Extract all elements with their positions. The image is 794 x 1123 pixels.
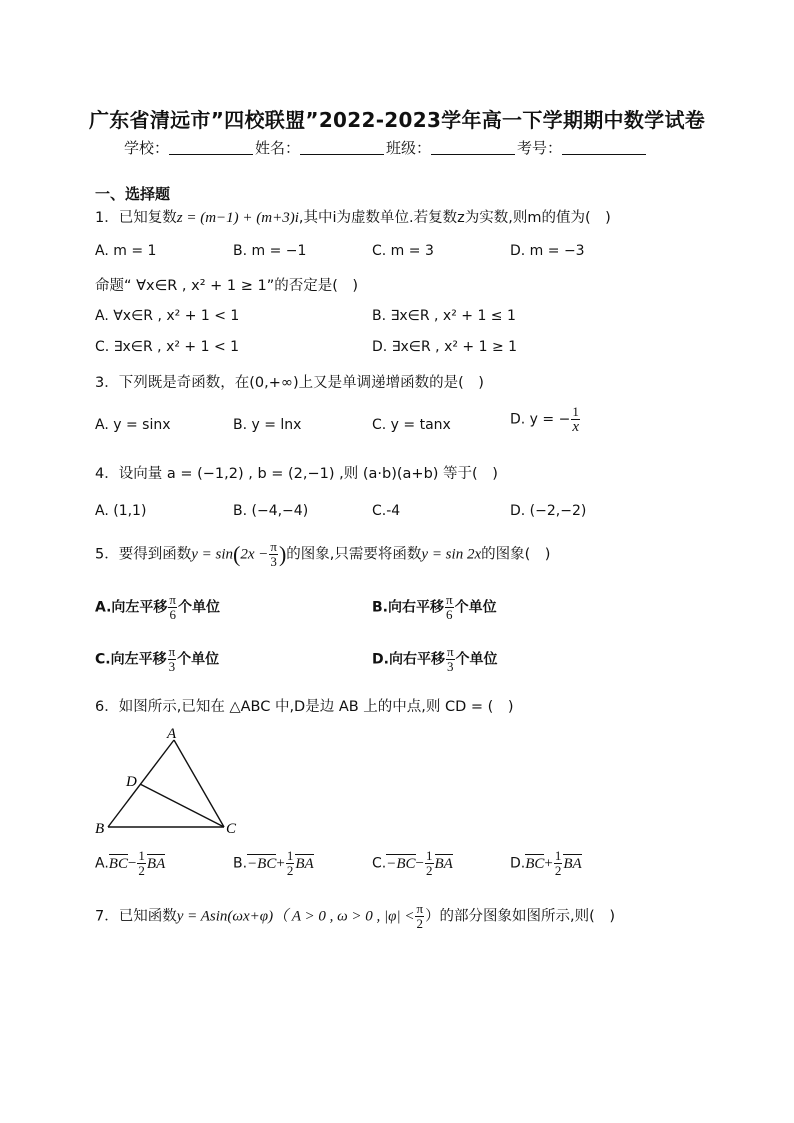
- q5-pre: 要得到函数: [118, 546, 192, 563]
- side-ab: [108, 740, 174, 827]
- q5-option-c[interactable]: C.向左平移 $\frac{\pi}{3}$ 个单位: [95, 644, 220, 674]
- q5-expr2: y = sin 2x: [421, 546, 482, 563]
- q3-d-pre: D. y = −: [510, 411, 571, 428]
- name-label: 姓名：: [255, 139, 301, 157]
- question-4: [95, 462, 498, 483]
- q4-option-b[interactable]: B. (−4,−4): [233, 503, 309, 519]
- q7-condition: （ A > 0 , ω > 0 , |φ| <: [273, 908, 415, 925]
- question-6: [95, 695, 514, 716]
- exam-no-blank[interactable]: [562, 140, 646, 155]
- q3-d-fraction: $\frac{1}{x}$: [572, 404, 579, 435]
- q1-option-a[interactable]: A. m = 1: [95, 243, 157, 259]
- q7-expression: y = Asin(ωx+φ): [176, 908, 274, 925]
- class-blank[interactable]: [431, 140, 515, 155]
- q5-option-b[interactable]: B.向右平移 $\frac{\pi}{6}$ 个单位: [372, 592, 497, 622]
- q1-option-c[interactable]: C. m = 3: [372, 243, 434, 259]
- q2-option-b[interactable]: B. ∃x∈R , x² + 1 ≤ 1: [372, 308, 516, 324]
- q1-option-b[interactable]: B. m = −1: [233, 243, 307, 259]
- q3-option-d[interactable]: [510, 405, 581, 434]
- q1-expression: z = (m−1) + (m+3)i: [176, 210, 299, 226]
- q6-option-d[interactable]: D.BC+ $\frac{1}{2}$ BA: [510, 848, 582, 878]
- q5-post: 的图象( ): [481, 546, 551, 563]
- section-heading: 一、选择题: [95, 185, 171, 203]
- q3-option-b[interactable]: B. y = lnx: [233, 417, 302, 433]
- triangle-abc-figure: [90, 722, 250, 842]
- q5-pi-over-3: $\frac{\pi}{3}$: [270, 539, 277, 569]
- question-7: [95, 902, 615, 931]
- q5-mid: 的图象,只需要将函数: [286, 546, 422, 563]
- label-a: A: [167, 726, 177, 742]
- q5-option-d[interactable]: D.向右平移 $\frac{\pi}{3}$ 个单位: [372, 644, 498, 674]
- q6-option-a[interactable]: A.BC− $\frac{1}{2}$ BA: [95, 848, 166, 878]
- q5-expr-inner: 2x −: [240, 546, 269, 563]
- q7-number: 7．: [95, 908, 119, 925]
- q1-option-d[interactable]: D. m = −3: [510, 243, 585, 259]
- q6-number: 6．: [95, 699, 119, 715]
- q5-expr-pre: y = sin: [191, 546, 234, 563]
- q4-option-c[interactable]: C.-4: [372, 503, 401, 519]
- q5-number: 5．: [95, 546, 119, 563]
- exam-no-label: 考号：: [517, 139, 563, 157]
- q3-text: 下列既是奇函数，在(0,+∞)上又是单调递增函数的是( ): [118, 375, 484, 391]
- q7-post: ）的部分图象如图所示,则( ): [425, 908, 615, 925]
- q6-option-c[interactable]: C.−BC− $\frac{1}{2}$ BA: [372, 848, 453, 878]
- exam-title: 广东省清远市”四校联盟”2022-2023学年高一下学期期中数学试卷: [88, 108, 706, 132]
- q4-text: 设向量 a = (−1,2) , b = (2,−1) ,则 (a·b)(a+b) 等于( ): [118, 466, 498, 482]
- q1-number: 1．: [95, 210, 119, 226]
- student-info-line: [124, 137, 648, 158]
- question-5: 5．要得到函数y = sin(2x − $\frac{\pi}{3}$ )的图象,只需要将函数y = sin 2x的图象( ): [95, 539, 551, 569]
- class-label: 班级：: [386, 139, 432, 157]
- q4-option-d[interactable]: D. (−2,−2): [510, 503, 587, 519]
- label-c: C: [226, 821, 237, 837]
- question-1: [95, 206, 611, 227]
- label-b: B: [95, 821, 105, 837]
- label-d: D: [126, 774, 137, 790]
- q7-pre: 已知函数: [118, 908, 177, 925]
- q4-number: 4．: [95, 466, 119, 482]
- q2-option-a[interactable]: A. ∀x∈R , x² + 1 < 1: [95, 308, 240, 324]
- q3-option-a[interactable]: A. y = sinx: [95, 417, 171, 433]
- question-2: 命题“ ∀x∈R , x² + 1 ≥ 1”的否定是( ): [95, 278, 359, 294]
- q2-option-d[interactable]: D. ∃x∈R , x² + 1 ≥ 1: [372, 339, 518, 355]
- name-blank[interactable]: [300, 140, 384, 155]
- q6-text: 如图所示,已知在 △ABC 中,D是边 AB 上的中点,则 CD = ( ): [118, 699, 514, 715]
- q4-option-a[interactable]: A. (1,1): [95, 503, 147, 519]
- school-label: 学校：: [124, 139, 170, 157]
- q7-pi-over-2: $\frac{\pi}{2}$: [416, 901, 424, 931]
- q1-pre: 已知复数: [118, 210, 177, 226]
- q6-option-b[interactable]: B.−BC+ $\frac{1}{2}$ BA: [233, 848, 314, 878]
- question-3: [95, 371, 484, 392]
- q3-number: 3．: [95, 375, 119, 391]
- q5-option-a[interactable]: A.向左平移 $\frac{\pi}{6}$ 个单位: [95, 592, 220, 622]
- school-blank[interactable]: [169, 140, 253, 155]
- q1-post: ,其中i为虚数单位.若复数z为实数,则m的值为( ): [298, 210, 611, 226]
- q3-option-c[interactable]: C. y = tanx: [372, 417, 451, 433]
- q2-option-c[interactable]: C. ∃x∈R , x² + 1 < 1: [95, 339, 240, 355]
